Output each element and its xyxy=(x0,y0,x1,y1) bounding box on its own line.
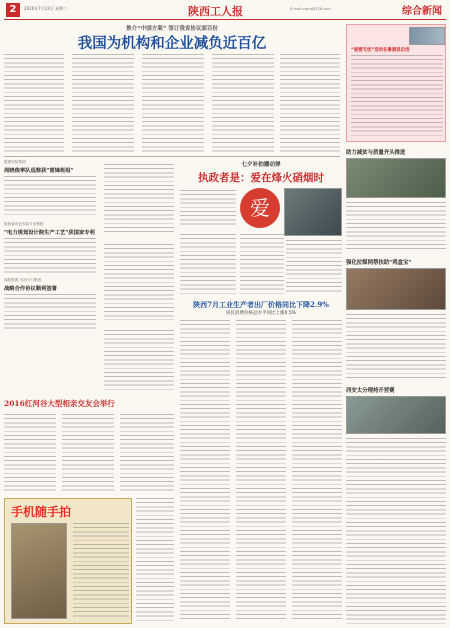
phone-ad-photo xyxy=(11,523,67,619)
section-divider xyxy=(4,156,340,157)
short-item-3-source: 咸阳集团 平凉天力集团 xyxy=(4,278,42,282)
short-item-2-source: 陕西省有色安装专业集团 xyxy=(4,222,44,226)
price-headline: 陕西7月工业生产者出厂价格同比下降2.9% xyxy=(193,300,329,309)
event-body-3 xyxy=(120,414,174,492)
right-box-photo xyxy=(409,27,445,45)
short-item-2-body xyxy=(4,238,96,274)
right-item-3-photo xyxy=(346,396,446,434)
event-banner xyxy=(4,397,174,411)
phone-ad-title: 手机随手拍 xyxy=(11,505,72,519)
short-item-1-source: 陕建安装集团 xyxy=(4,160,26,164)
special-headline: 执政者是：爱在烽火硝烟时 xyxy=(198,172,324,184)
lead-body-col-3 xyxy=(142,54,204,152)
lead-body-col-2 xyxy=(72,54,134,152)
mid-item-body-2 xyxy=(104,244,174,320)
right-item-2-body xyxy=(346,314,446,380)
date-line: 2016年7月12日 星期二 xyxy=(24,6,68,11)
special-feature xyxy=(180,160,342,296)
event-banner-title: 2016红河谷大型相亲交友会举行 xyxy=(4,399,115,408)
special-body-left xyxy=(180,190,236,228)
right-box-title: “爱婴无忧”活动在鲁潜县启创 xyxy=(351,48,410,53)
price-body-2 xyxy=(236,320,286,620)
contact-line: E-mail:sxgrb@126.com xyxy=(290,7,331,11)
special-body-bottom-3 xyxy=(286,240,342,294)
event-body-2 xyxy=(62,414,114,492)
special-stamp: 爱 xyxy=(240,188,280,228)
price-subhead: 居民消费价格总水平同比上涨0.5% xyxy=(226,311,296,316)
special-top-label: 七夕补拍播动弹 xyxy=(241,162,281,168)
lead-story xyxy=(4,24,340,154)
section-title: 综合新闻 xyxy=(402,6,442,17)
right-box-body xyxy=(351,55,443,139)
right-item-1-photo xyxy=(346,158,446,198)
event-body-1 xyxy=(4,414,56,492)
short-item-3-body xyxy=(4,294,96,330)
price-story xyxy=(180,300,342,624)
right-item-2-photo xyxy=(346,268,446,310)
right-item-1-body xyxy=(346,202,446,252)
mid-item-body-3 xyxy=(104,330,174,392)
lead-body-col-1 xyxy=(4,54,64,152)
right-column xyxy=(346,24,446,624)
lead-kicker: 推介“中国方案” 签订我省协议面百份 xyxy=(126,26,218,32)
lead-body-col-5 xyxy=(280,54,340,152)
phone-ad xyxy=(4,498,132,624)
lead-headline: 我国为机构和企业减负近百亿 xyxy=(77,35,267,52)
price-body-3 xyxy=(292,320,342,620)
right-item-2-headline: 强化拉煤网帮扶助“鸡盒宝” xyxy=(346,260,412,266)
page-number: 2 xyxy=(6,3,20,17)
short-item-3-headline: 战略合作协议顺利签署 xyxy=(4,286,57,292)
right-item-3-body xyxy=(346,438,446,624)
right-item-1-headline: 助力减贫与质量齐头推进 xyxy=(346,150,406,156)
short-item-1-body xyxy=(4,176,96,218)
right-box xyxy=(346,24,446,142)
special-body-bottom-2 xyxy=(240,234,284,294)
masthead xyxy=(0,0,450,22)
mid-item-body-1 xyxy=(104,164,174,234)
lead-body-col-4 xyxy=(212,54,274,152)
short-item-2-headline: “电力规划设计院生产工艺”获国家专利 xyxy=(4,230,95,236)
special-photo xyxy=(284,188,342,236)
bottom-left-body xyxy=(136,498,174,624)
masthead-rule xyxy=(4,19,446,20)
newspaper-title: 陕西工人报 xyxy=(188,5,243,18)
price-body-1 xyxy=(180,320,230,620)
short-item-1-headline: 周晓俊率队巡察获“雷锋班组” xyxy=(4,168,74,174)
phone-ad-body xyxy=(73,523,129,619)
special-body-bottom-1 xyxy=(180,234,236,294)
right-item-3-headline: 西安太分理持开营赛 xyxy=(346,388,395,394)
